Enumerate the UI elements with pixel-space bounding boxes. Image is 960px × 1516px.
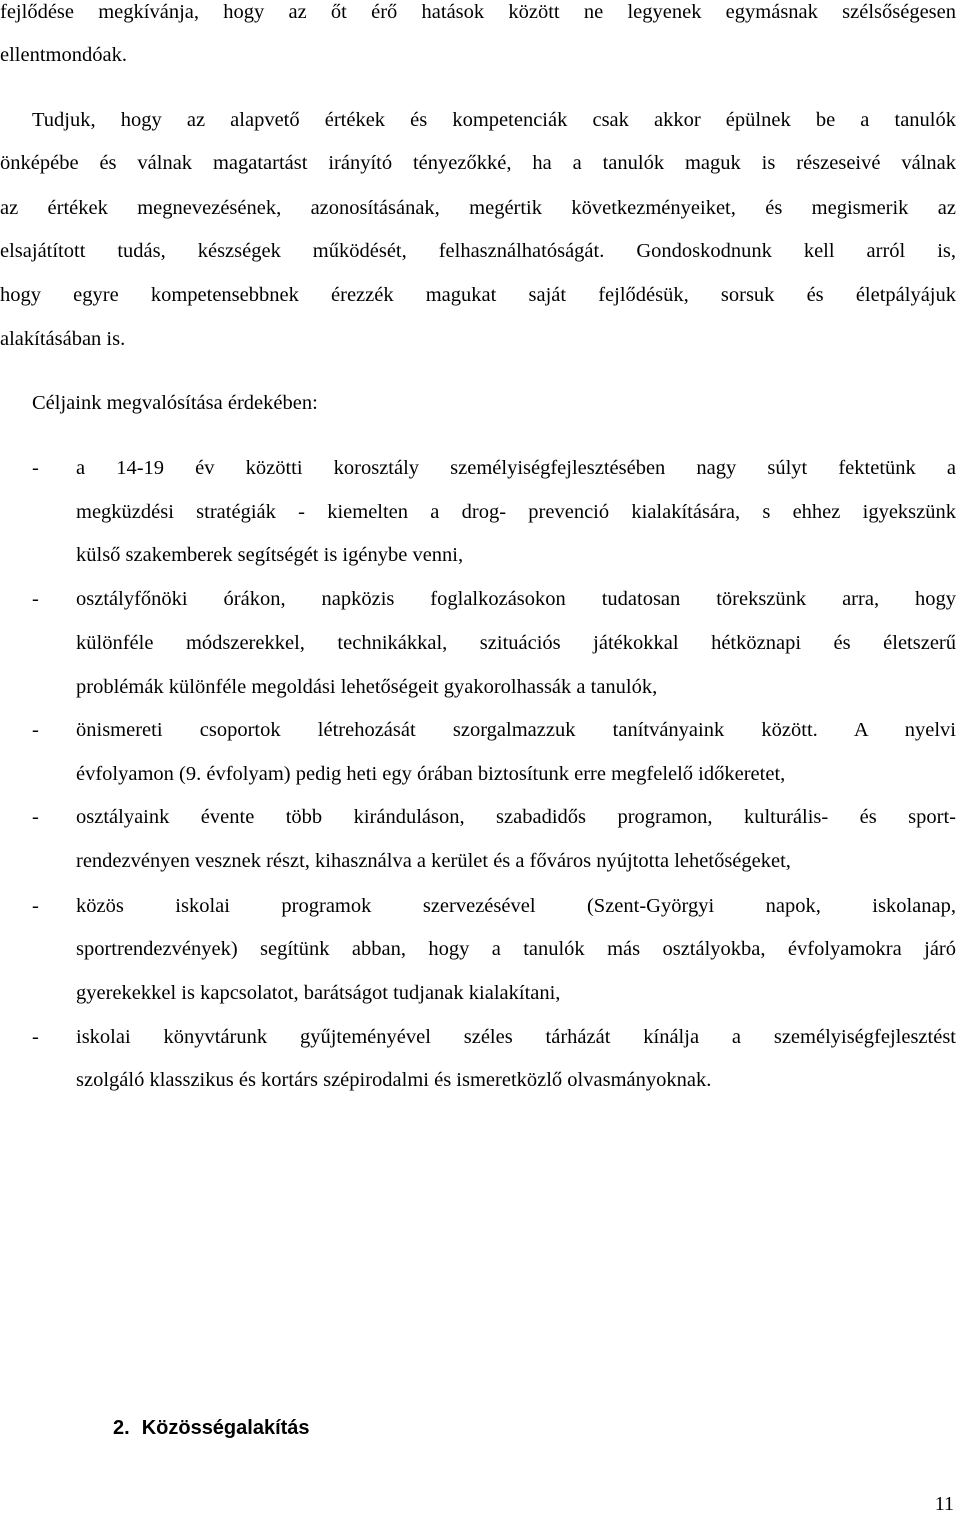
text-line: ellentmondóak.	[0, 44, 127, 66]
bullet-dash: -	[32, 588, 39, 610]
text-line: fejlődése megkívánja, hogy az őt érő hatások között ne legyenek egymásnak szélsőségesen	[0, 1, 956, 23]
section-number: 2.	[113, 1417, 130, 1439]
bullet-dash: -	[32, 719, 39, 741]
bullet-dash: -	[32, 457, 39, 479]
text-line: szolgáló klasszikus és kortárs szépirodalmi és ismeretközlő olvasmányoknak.	[76, 1069, 712, 1091]
section-title: Közösségalakítás	[141, 1417, 310, 1439]
text-line: gyerekekkel is kapcsolatot, barátságot tudjanak kialakítani,	[76, 982, 561, 1004]
text-line: önismereti csoportok létrehozását szorgalmazzuk tanítványaink között. A nyelvi	[76, 719, 956, 741]
text-line: hogy egyre kompetensebbnek érezzék magukat saját fejlődésük, sorsuk és életpályájuk	[0, 284, 956, 306]
text-line: az értékek megnevezésének, azonosításának, megértik következményeiket, és megismerik az	[0, 197, 956, 219]
text-line: közös iskolai programok szervezésével (Szent-Györgyi napok, iskolanap,	[76, 895, 956, 917]
text-line: különféle módszerekkel, technikákkal, szituációs játékokkal hétköznapi és életszerű	[76, 632, 956, 654]
bullet-dash: -	[32, 1026, 39, 1048]
text-line: iskolai könyvtárunk gyűjteményével széles tárházát kínálja a személyiségfejlesztést	[76, 1026, 956, 1048]
bullet-dash: -	[32, 806, 39, 828]
text-line: sportrendezvények) segítünk abban, hogy a tanulók más osztályokba, évfolyamokra járó	[76, 938, 956, 960]
page-number: 11	[934, 1493, 954, 1515]
text-line: a 14-19 év közötti korosztály személyiségfejlesztésében nagy súlyt fektetünk a	[76, 457, 956, 479]
text-line: megküzdési stratégiák - kiemelten a drog- prevenció kialakítására, s ehhez igyekszünk	[76, 501, 956, 523]
text-line: osztályaink évente több kiránduláson, szabadidős programon, kulturális- és sport-	[76, 806, 956, 828]
text-line: önképébe és válnak magatartást irányító tényezőkké, ha a tanulók maguk is részeseivé válnak	[0, 152, 956, 174]
section-heading	[113, 1417, 310, 1440]
text-line: alakításában is.	[0, 328, 126, 350]
text-line: évfolyamon (9. évfolyam) pedig heti egy órában biztosítunk erre megfelelő időkeretet,	[76, 763, 786, 785]
list-intro: Céljaink megvalósítása érdekében:	[32, 392, 318, 414]
text-line: külső szakemberek segítségét is igénybe venni,	[76, 544, 464, 566]
text-line: elsajátított tudás, készségek működését, felhasználhatóságát. Gondoskodnunk kell arról is,	[0, 240, 956, 262]
text-line: problémák különféle megoldási lehetőségeit gyakorolhassák a tanulók,	[76, 676, 658, 698]
text-line: osztályfőnöki órákon, napközis foglalkozásokon tudatosan törekszünk arra, hogy	[76, 588, 956, 610]
text-line: Tudjuk, hogy az alapvető értékek és kompetenciák csak akkor épülnek be a tanulók	[32, 109, 956, 131]
text-line: rendezvényen vesznek részt, kihasználva a kerület és a főváros nyújtotta lehetőségeket,	[76, 850, 791, 872]
bullet-dash: -	[32, 895, 39, 917]
